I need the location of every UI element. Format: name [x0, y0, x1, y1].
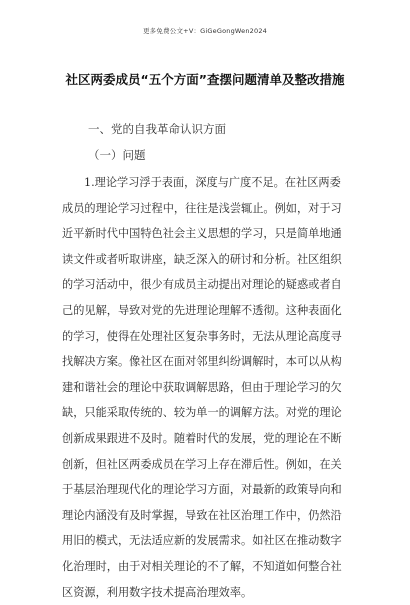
paragraph-line: 区资源，利用数字技术提高治理效率。 [62, 580, 348, 605]
paragraph-line: 用旧的模式，无法适应新的发展需求。如社区在推动数字 [62, 528, 348, 554]
paragraph-line: 成员的理论学习过程中，往往是浅尝辄止。例如，对于习 [62, 196, 348, 222]
paragraph-line: 理论内涵没有及时掌握，导致在社区治理工作中，仍然沿 [62, 503, 348, 529]
paragraph-line: 于基层治理现代化的理论学习方面，对最新的政策导向和 [62, 477, 348, 503]
paragraph-line: 近平新时代中国特色社会主义思想的学习，只是简单地通 [62, 221, 348, 247]
paragraph-line: 缺，只能采取传统的、较为单一的调解方法。对党的理论 [62, 400, 348, 426]
document-title: 社区两委成员“五个方面”查摆问题清单及整改措施 [0, 70, 410, 88]
section-heading: 一、党的自我革命认识方面 [88, 121, 226, 137]
paragraph-line: 化治理时，由于对相关理论的不了解，不知道如何整合社 [62, 554, 348, 580]
paragraph-line: 的学习活动中，很少有成员主动提出对理论的疑惑或者自 [62, 272, 348, 298]
paragraph-line: 己的见解，导致对党的先进理论理解不透彻。这种表面化 [62, 298, 348, 324]
subsection-heading: （一）问题 [88, 147, 146, 163]
paragraph-line: 读文件或者听取讲座，缺乏深入的研讨和分析。社区组织 [62, 247, 348, 273]
paragraph-line: 1.理论学习浮于表面，深度与广度不足。在社区两委 [62, 170, 348, 196]
header-watermark: 更多免费公文+V：GiGeGongWen2024 [0, 26, 410, 35]
paragraph-line: 找解决方案。像社区在面对邻里纠纷调解时，本可以从构 [62, 349, 348, 375]
paragraph-line: 建和谐社会的理论中获取调解思路，但由于理论学习的欠 [62, 375, 348, 401]
paragraph-line: 创新成果跟进不及时。随着时代的发展，党的理论在不断 [62, 426, 348, 452]
body-paragraph [62, 170, 348, 605]
paragraph-line: 创新，但社区两委成员在学习上存在滞后性。例如，在关 [62, 452, 348, 478]
paragraph-line: 的学习，使得在处理社区复杂事务时，无法从理论高度寻 [62, 324, 348, 350]
